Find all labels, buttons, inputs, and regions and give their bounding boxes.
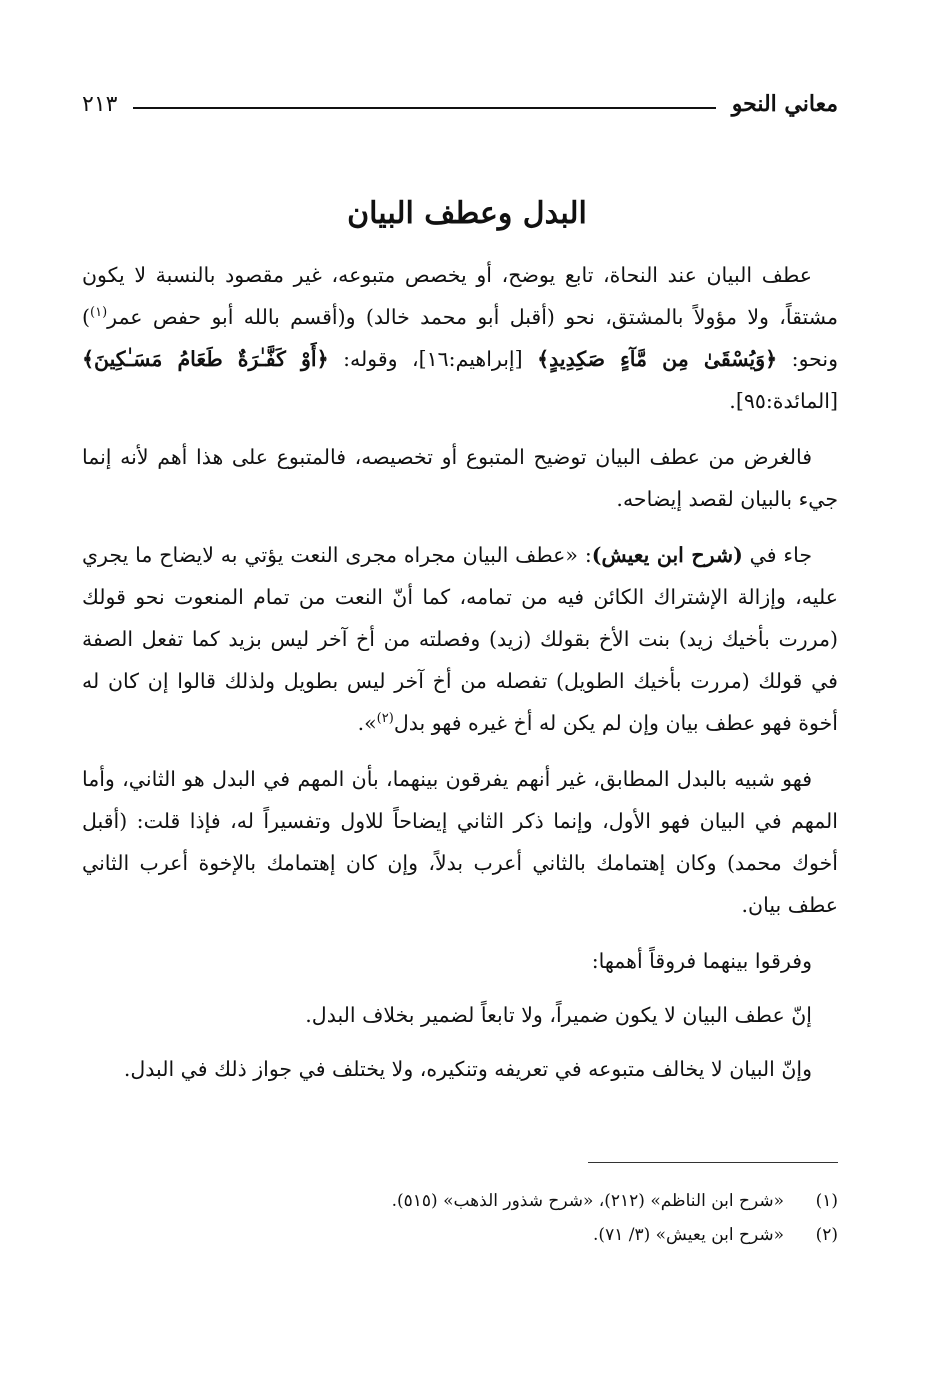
running-header <box>82 82 838 126</box>
page-number: ٢١٣ <box>82 91 118 117</box>
paragraph-text: عطف البيان عند النحاة، تابع يوضح، أو يخصص متبوعه، غير مقصود بالنسبة لا يكون مشتقاً، ولا مؤولاً بالمشتق، نحو (أقبل أبو محمد خالد) و(أقسم بالله أبو حفص عمر <box>82 263 838 329</box>
paragraph-text: [المائدة:٩٥]. <box>729 389 838 413</box>
paragraph-text: ». <box>357 711 377 735</box>
paragraph-comparison: فهو شبيه بالبدل المطابق، غير أنهم يفرقون بينهما، بأن المهم في البدل هو الثاني، وأما المهم في البيان فهو الأول، وإنما ذكر الثاني إيضاحاً للاول وتفسيراً له، فإذا قلت: (أقبل أخوك محمد) وكان إهتمامك بالثاني أعرب بدلاً، وإن كان إهتمامك بالإخوة أعرب الثاني عطف بيان. <box>82 767 838 917</box>
footnote-text: «شرح ابن يعيش» (٣/ ٧١). <box>593 1225 784 1245</box>
paragraph-text: ) ونحو: <box>82 305 838 371</box>
paragraph-difference-2: وإنّ البيان لا يخالف متبوعه في تعريفه وتنكيره، ولا يختلف في جواز ذلك في البدل. <box>123 1057 812 1081</box>
paragraph-definition <box>82 254 838 422</box>
footnote-number: (١) <box>815 1191 838 1211</box>
paragraph-text: جاء في <box>742 543 812 567</box>
header-rule <box>133 107 715 109</box>
footnote-item <box>82 1184 838 1218</box>
paragraph-text: [إبراهيم:١٦]، وقوله: <box>328 347 538 371</box>
body-text <box>82 254 838 1102</box>
source-title: (شرح ابن يعيش) <box>591 543 743 567</box>
paragraph-difference-1: إنّ عطف البيان لا يكون ضميراً، ولا تابعاً لضمير بخلاف البدل. <box>305 1003 812 1027</box>
chapter-title: البدل وعطف البيان <box>347 196 587 231</box>
paragraph-differences-intro: وفرقوا بينهما فروقاً أهمها: <box>591 949 812 973</box>
quran-verse: ﴿أَوْ كَفَّـٰرَةٌ طَعَامُ مَسَـٰكِينَ﴾ <box>82 347 329 371</box>
footnote-ref: (١) <box>90 305 108 321</box>
footnotes <box>82 1184 838 1252</box>
footnote-ref: (٢) <box>376 711 394 727</box>
quran-verse: ﴿وَيُسْقَىٰ مِن مَّآءٍ صَكِدِيدٍ﴾ <box>537 347 778 371</box>
footnote-number: (٢) <box>815 1225 838 1245</box>
footnote-text: «شرح ابن الناظم» (٢١٢)، «شرح شذور الذهب» (٥١٥). <box>391 1191 784 1211</box>
footnote-divider <box>588 1162 838 1163</box>
paragraph-quote <box>82 534 838 744</box>
paragraph-purpose: فالغرض من عطف البيان توضيح المتبوع أو تخصيصه، فالمتبوع على هذا أهم لأنه إنما جيء بالبيان لقصد إيضاحه. <box>82 445 838 511</box>
paragraph-text: : «عطف البيان مجراه مجرى النعت يؤتي به لايضاح ما يجري عليه، وإزالة الإشتراك الكائن فيه من تمامه، كما أنّ النعت من تمام المنعوت نحو قولك (مررت بأخيك زيد) بنت الأخ بقولك (زيد) وفصلته من أخ آخر ليس بزيد كما تفعل الصفة في قولك (مررت بأخيك الطويل) تفصله من أخ آخر ليس بطويل ولذلك قالوا إن كان له أخوة فهو عطف بيان وإن لم يكن له أخ غيره فهو بدل <box>82 543 838 735</box>
book-title: معاني النحو <box>731 91 838 117</box>
footnote-item <box>82 1218 838 1252</box>
